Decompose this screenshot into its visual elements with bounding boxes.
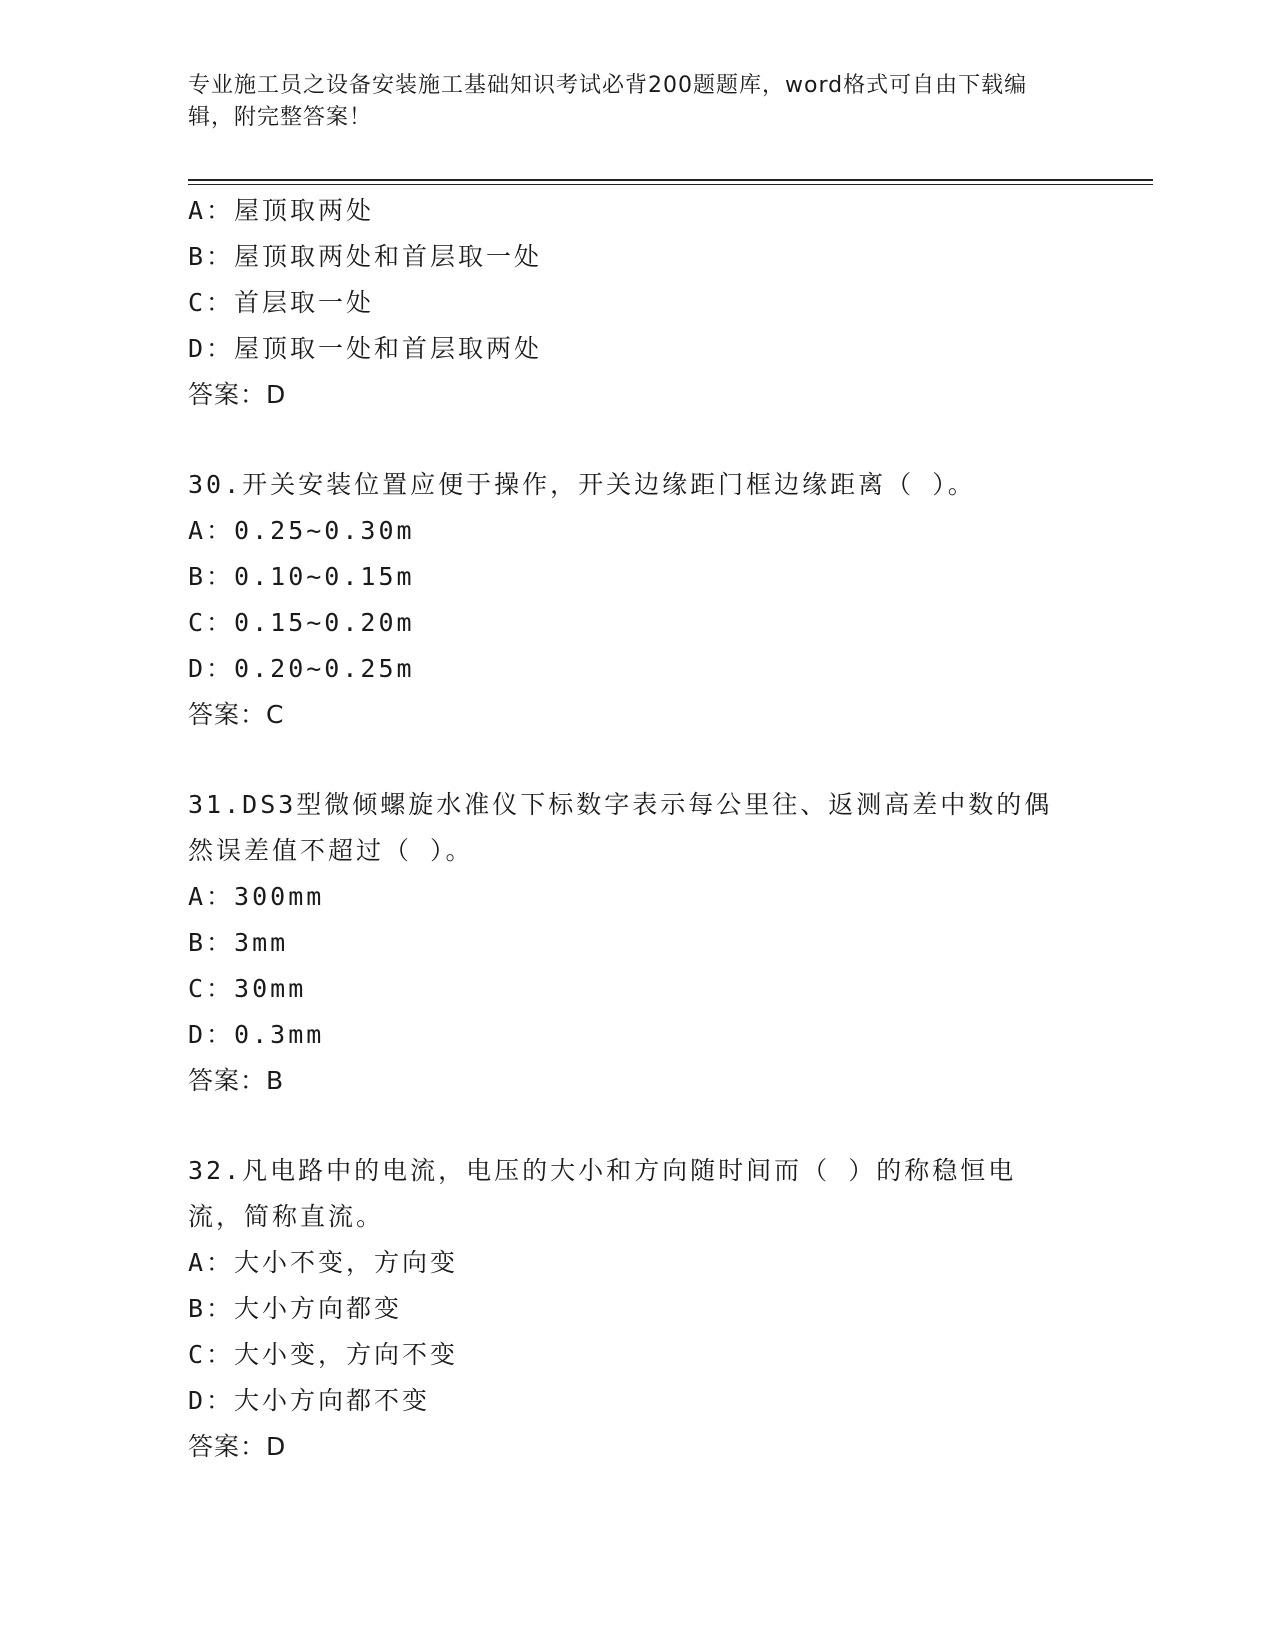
question-text: 32.凡电路中的电流，电压的大小和方向随时间而（ ）的称稳恒电流，简称直流。 (188, 1156, 1017, 1231)
question-text: 31.DS3型微倾螺旋水准仪下标数字表示每公里往、返测高差中数的偶然误差值不超过（ ）。 (188, 790, 1053, 865)
option-b: B：屋顶取两处和首层取一处 (188, 242, 543, 271)
option-d: D：0.3mm (188, 1020, 325, 1049)
option-a: A：300mm (188, 882, 325, 911)
option-a: A：大小不变，方向变 (188, 1248, 459, 1277)
option-c: C：大小变，方向不变 (188, 1340, 459, 1369)
question-block-32 (188, 1148, 1078, 1470)
option-b: B：3mm (188, 928, 289, 957)
option-a: A：屋顶取两处 (188, 196, 375, 225)
document-header: 专业施工员之设备安装施工基础知识考试必背200题题库，word格式可自由下载编辑，附完整答案！ (188, 73, 1028, 130)
answer-line: 答案：B (188, 1066, 285, 1095)
option-a: A：0.25~0.30m (188, 516, 415, 545)
header-divider-thin (188, 184, 1153, 185)
option-b: B：0.10~0.15m (188, 562, 415, 591)
header-divider-thick (188, 179, 1153, 181)
option-c: C：首层取一处 (188, 288, 375, 317)
question-block-31 (188, 782, 1078, 1104)
option-c: C：0.15~0.20m (188, 608, 415, 637)
option-d: D：0.20~0.25m (188, 654, 415, 683)
answer-line: 答案：D (188, 1432, 287, 1461)
option-b: B：大小方向都变 (188, 1294, 403, 1323)
answer-line: 答案：D (188, 380, 287, 409)
option-c: C：30mm (188, 974, 307, 1003)
option-d: D：屋顶取一处和首层取两处 (188, 334, 543, 363)
question-list (188, 188, 1078, 1470)
question-block-30 (188, 462, 1078, 738)
option-d: D：大小方向都不变 (188, 1386, 431, 1415)
answer-line: 答案：C (188, 700, 285, 729)
question-block-29 (188, 188, 1078, 418)
question-text: 30.开关安装位置应便于操作，开关边缘距门框边缘距离（ ）。 (188, 470, 976, 499)
